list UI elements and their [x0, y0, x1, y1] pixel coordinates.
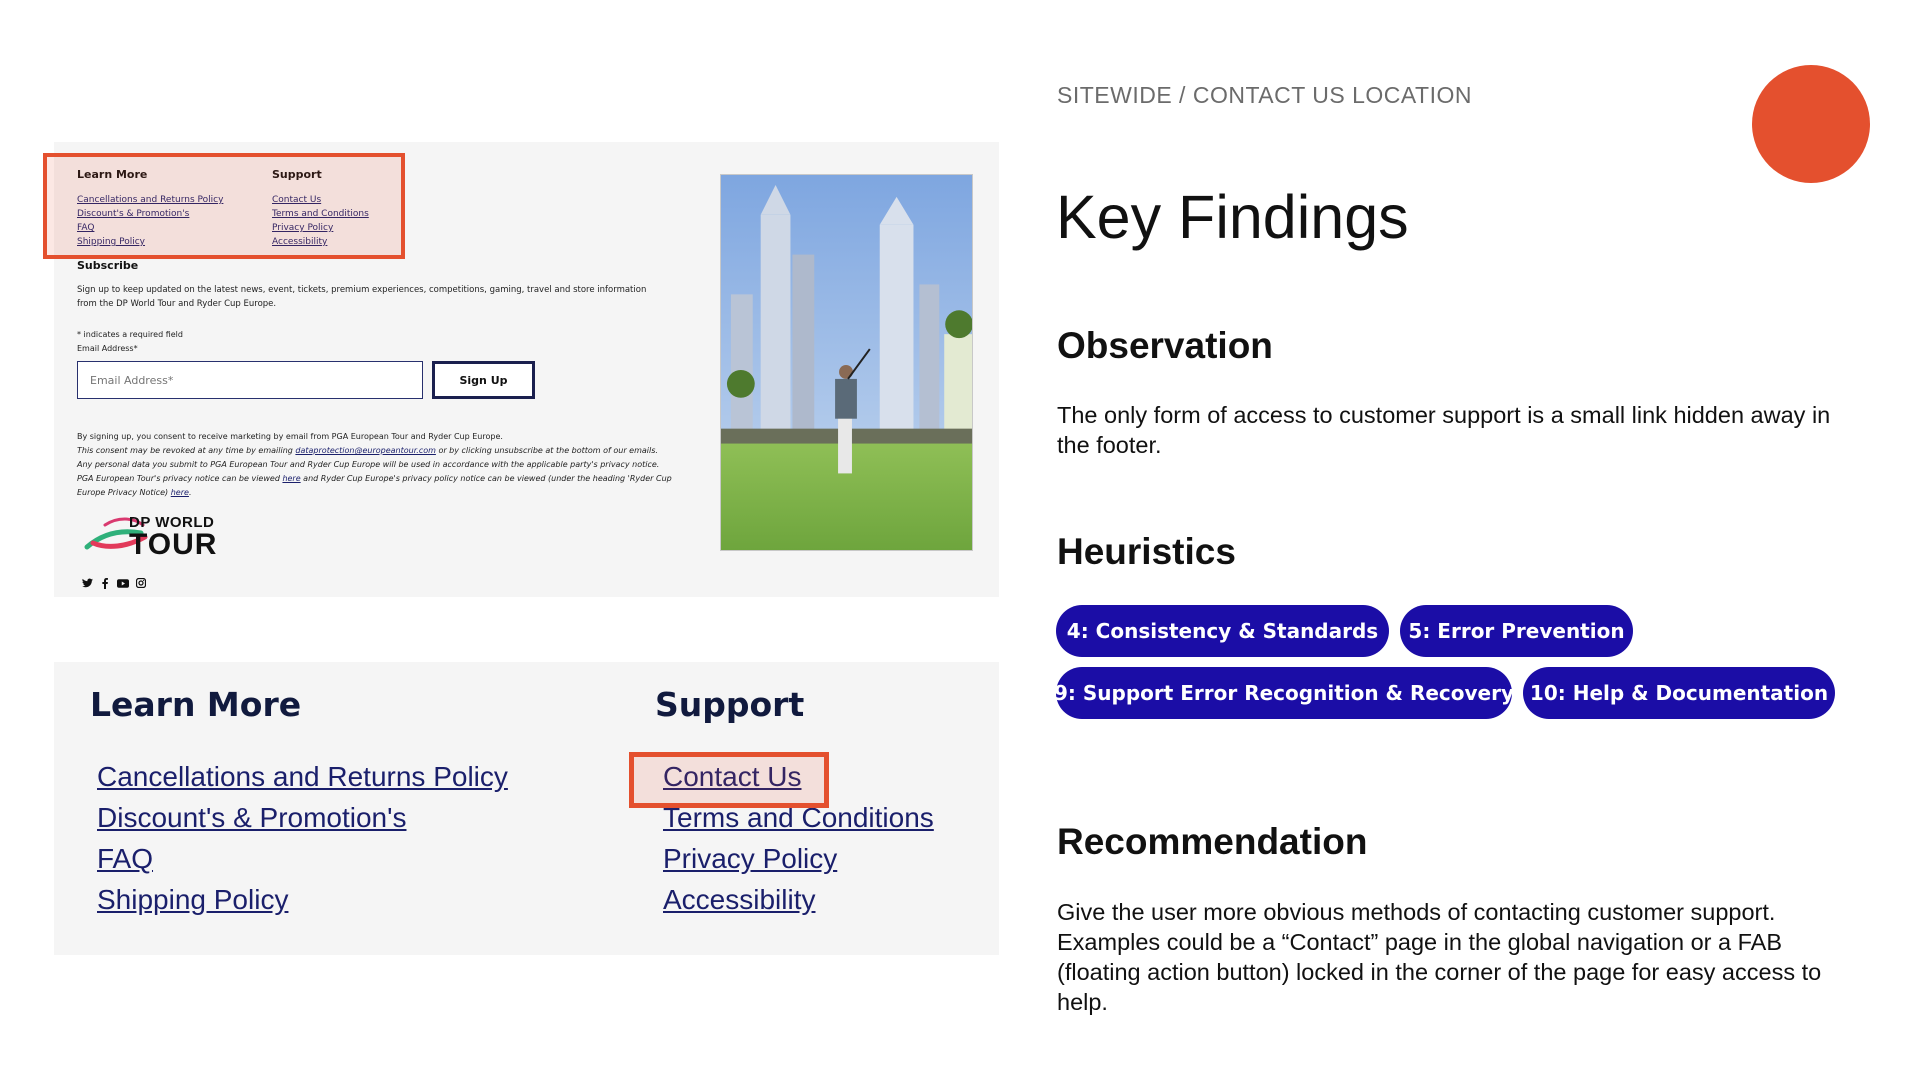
observation-heading: Observation: [1057, 325, 1273, 366]
golfer-photo: [720, 174, 973, 551]
consent-text: By signing up, you consent to receive marketing by email from PGA European Tour and Ryder Cup Europe. This consent may be revoked at any time by emailing dataprotection@europeantour.com or by clicking unsubscribe at the bottom of our emails. Any personal data you submit to PGA European Tour and Ryder Cup Europe will be used in accordance with the applicable party's privacy notice. PGA European Tour's privacy notice can be viewed here and Ryder Cup Europe's privacy policy notice can be viewed (under the heading 'Ryder Cup Europe Privacy Notice) here.: [77, 432, 672, 497]
heuristic-tag-error-recovery: 9: Support Error Recognition & Recovery: [1056, 667, 1512, 719]
learn-more-title: Learn More: [77, 168, 148, 181]
footer-link-discounts[interactable]: Discount's & Promotion's: [77, 209, 190, 219]
footer-link-terms[interactable]: Terms and Conditions: [272, 209, 369, 219]
logo-wordmark: DP WORLD TOUR: [129, 514, 218, 561]
subscribe-text: Sign up to keep updated on the latest news, event, tickets, premium experiences, competitions, gaming, travel and store information from the DP World Tour and Ryder Cup Europe.: [77, 285, 647, 309]
heuristic-tag-error-prevention: 5: Error Prevention: [1400, 605, 1633, 657]
subscribe-section: [77, 259, 677, 311]
observation-text: The only form of access to customer support is a small link hidden away in the footer.: [1057, 402, 1831, 458]
twitter-icon[interactable]: [81, 577, 93, 589]
zoom-link-cancellations[interactable]: Cancellations and Returns Policy: [97, 761, 508, 792]
recommendation-heading: Recommendation: [1057, 821, 1368, 862]
facebook-icon[interactable]: [99, 577, 111, 589]
footer-link-accessibility[interactable]: Accessibility: [272, 237, 328, 247]
footer-link-shipping[interactable]: Shipping Policy: [77, 237, 146, 247]
support-title: Support: [272, 168, 322, 181]
zoom-link-faq[interactable]: FAQ: [97, 843, 154, 874]
zoom-link-accessibility[interactable]: Accessibility: [663, 884, 816, 915]
footer-link-contact-us[interactable]: Contact Us: [272, 195, 322, 205]
sign-up-button[interactable]: Sign Up: [432, 361, 535, 399]
heuristic-tag-consistency: 4: Consistency & Standards: [1056, 605, 1389, 657]
footer-link-cancellations[interactable]: Cancellations and Returns Policy: [77, 195, 224, 205]
footer-link-faq[interactable]: FAQ: [77, 223, 95, 233]
ryder-privacy-here-link[interactable]: here: [170, 488, 189, 497]
section-eyebrow: SITEWIDE / CONTACT US LOCATION: [1057, 82, 1472, 108]
dataprotection-email-link[interactable]: dataprotection@europeantour.com: [295, 446, 436, 455]
highlight-contact-us: [629, 752, 829, 808]
instagram-icon[interactable]: [135, 577, 147, 589]
social-links: [81, 577, 147, 589]
privacy-here-link[interactable]: here: [282, 474, 301, 483]
zoom-link-terms[interactable]: Terms and Conditions: [663, 802, 934, 833]
zoom-learn-more-links: [97, 756, 508, 920]
zoom-learn-more-title: Learn More: [90, 685, 302, 724]
heuristics-heading: Heuristics: [1057, 531, 1236, 572]
recommendation-text: Give the user more obvious methods of contacting customer support. Examples could be a “Contact” page in the global navigation or a FAB (floating action button) locked in the corner of the page for easy access to help.: [1057, 899, 1822, 1015]
email-input[interactable]: [77, 361, 423, 399]
page-title: Key Findings: [1056, 183, 1409, 251]
footer-link-privacy[interactable]: Privacy Policy: [272, 223, 334, 233]
required-field-note: * indicates a required field Email Address*: [77, 328, 183, 356]
highlight-small-footer-links: [43, 153, 405, 259]
email-label: Email Address*: [77, 344, 138, 353]
zoom-link-shipping[interactable]: Shipping Policy: [97, 884, 289, 915]
subscribe-title: Subscribe: [77, 259, 139, 272]
accent-circle: [1752, 65, 1870, 183]
heuristic-tag-help-docs: 10: Help & Documentation: [1523, 667, 1835, 719]
zoom-link-discounts[interactable]: Discount's & Promotion's: [97, 802, 407, 833]
youtube-icon[interactable]: [117, 577, 129, 589]
zoom-support-title: Support: [655, 685, 805, 724]
zoom-link-privacy[interactable]: Privacy Policy: [663, 843, 838, 874]
zoom-link-contact-us[interactable]: Contact Us: [663, 761, 802, 792]
